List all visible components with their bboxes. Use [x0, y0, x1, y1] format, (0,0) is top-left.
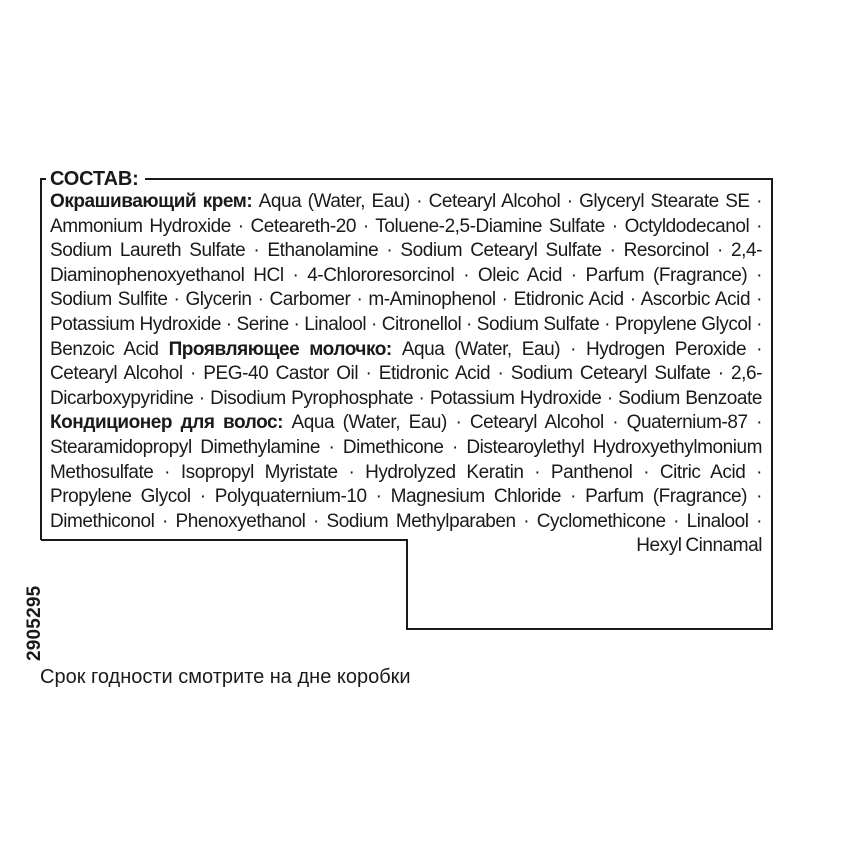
- section-title-developer: Проявляющее молочко:: [168, 338, 392, 360]
- section-text-coloring-cream: Aqua (Water, Eau) · Cetearyl Alcohol · Glyceryl Stearate SE · Ammonium Hydroxide · Ceteareth-20 · Toluene-2,5-Diamine Sulfate · Octyldodecanol · Sodium Laureth Sulfate · Ethanolamine · Sodium Cetearyl Sulfate · Resorcinol · 2,4-Diaminophenoxyethanol HCl · 4-Chlororesorcinol · Oleic Acid · Parfum (Fragrance) · Sodium Sulfite · Glycerin · Carbomer · m-Aminophenol · Etidronic Acid · Ascorbic Acid · Potassium Hydroxide · Serine · Linalool · Citronellol · Sodium Sulfate · Propylene Glycol · Benzoic Acid: [50, 191, 762, 360]
- expiry-note: Срок годности смотрите на дне коробки: [40, 666, 411, 688]
- ingredients-list: [50, 190, 762, 559]
- section-text-conditioner: Aqua (Water, Eau) · Cetearyl Alcohol · Quaternium-87 · Stearamidopropyl Dimethylamine · Dimethicone · Distearoylethyl Hydroxyethylmonium Methosulfate · Isopropyl Myristate · Hydrolyzed Keratin · Panthenol · Citric Acid · Propylene Glycol · Polyquaternium-10 · Magnesium Chloride · Parfum (Fragrance) · Dimethiconol · Phenoxyethanol · Sodium Methylparaben · Cyclomethicone · Linalool · Hexyl Cinnamal: [50, 412, 762, 557]
- composition-heading: СОСТАВ:: [46, 166, 145, 192]
- section-text-developer: Aqua (Water, Eau) · Hydrogen Peroxide · Cetearyl Alcohol · PEG-40 Castor Oil · Etidronic Acid · Sodium Cetearyl Sulfate · 2,6-Dicarboxypyridine · Disodium Pyrophosphate · Potassium Hydroxide · Sodium Benzoate: [50, 338, 762, 409]
- batch-code: 2905295: [24, 585, 45, 661]
- section-title-coloring-cream: Окрашивающий крем:: [50, 191, 253, 212]
- section-title-conditioner: Кондиционер для волос:: [50, 412, 283, 434]
